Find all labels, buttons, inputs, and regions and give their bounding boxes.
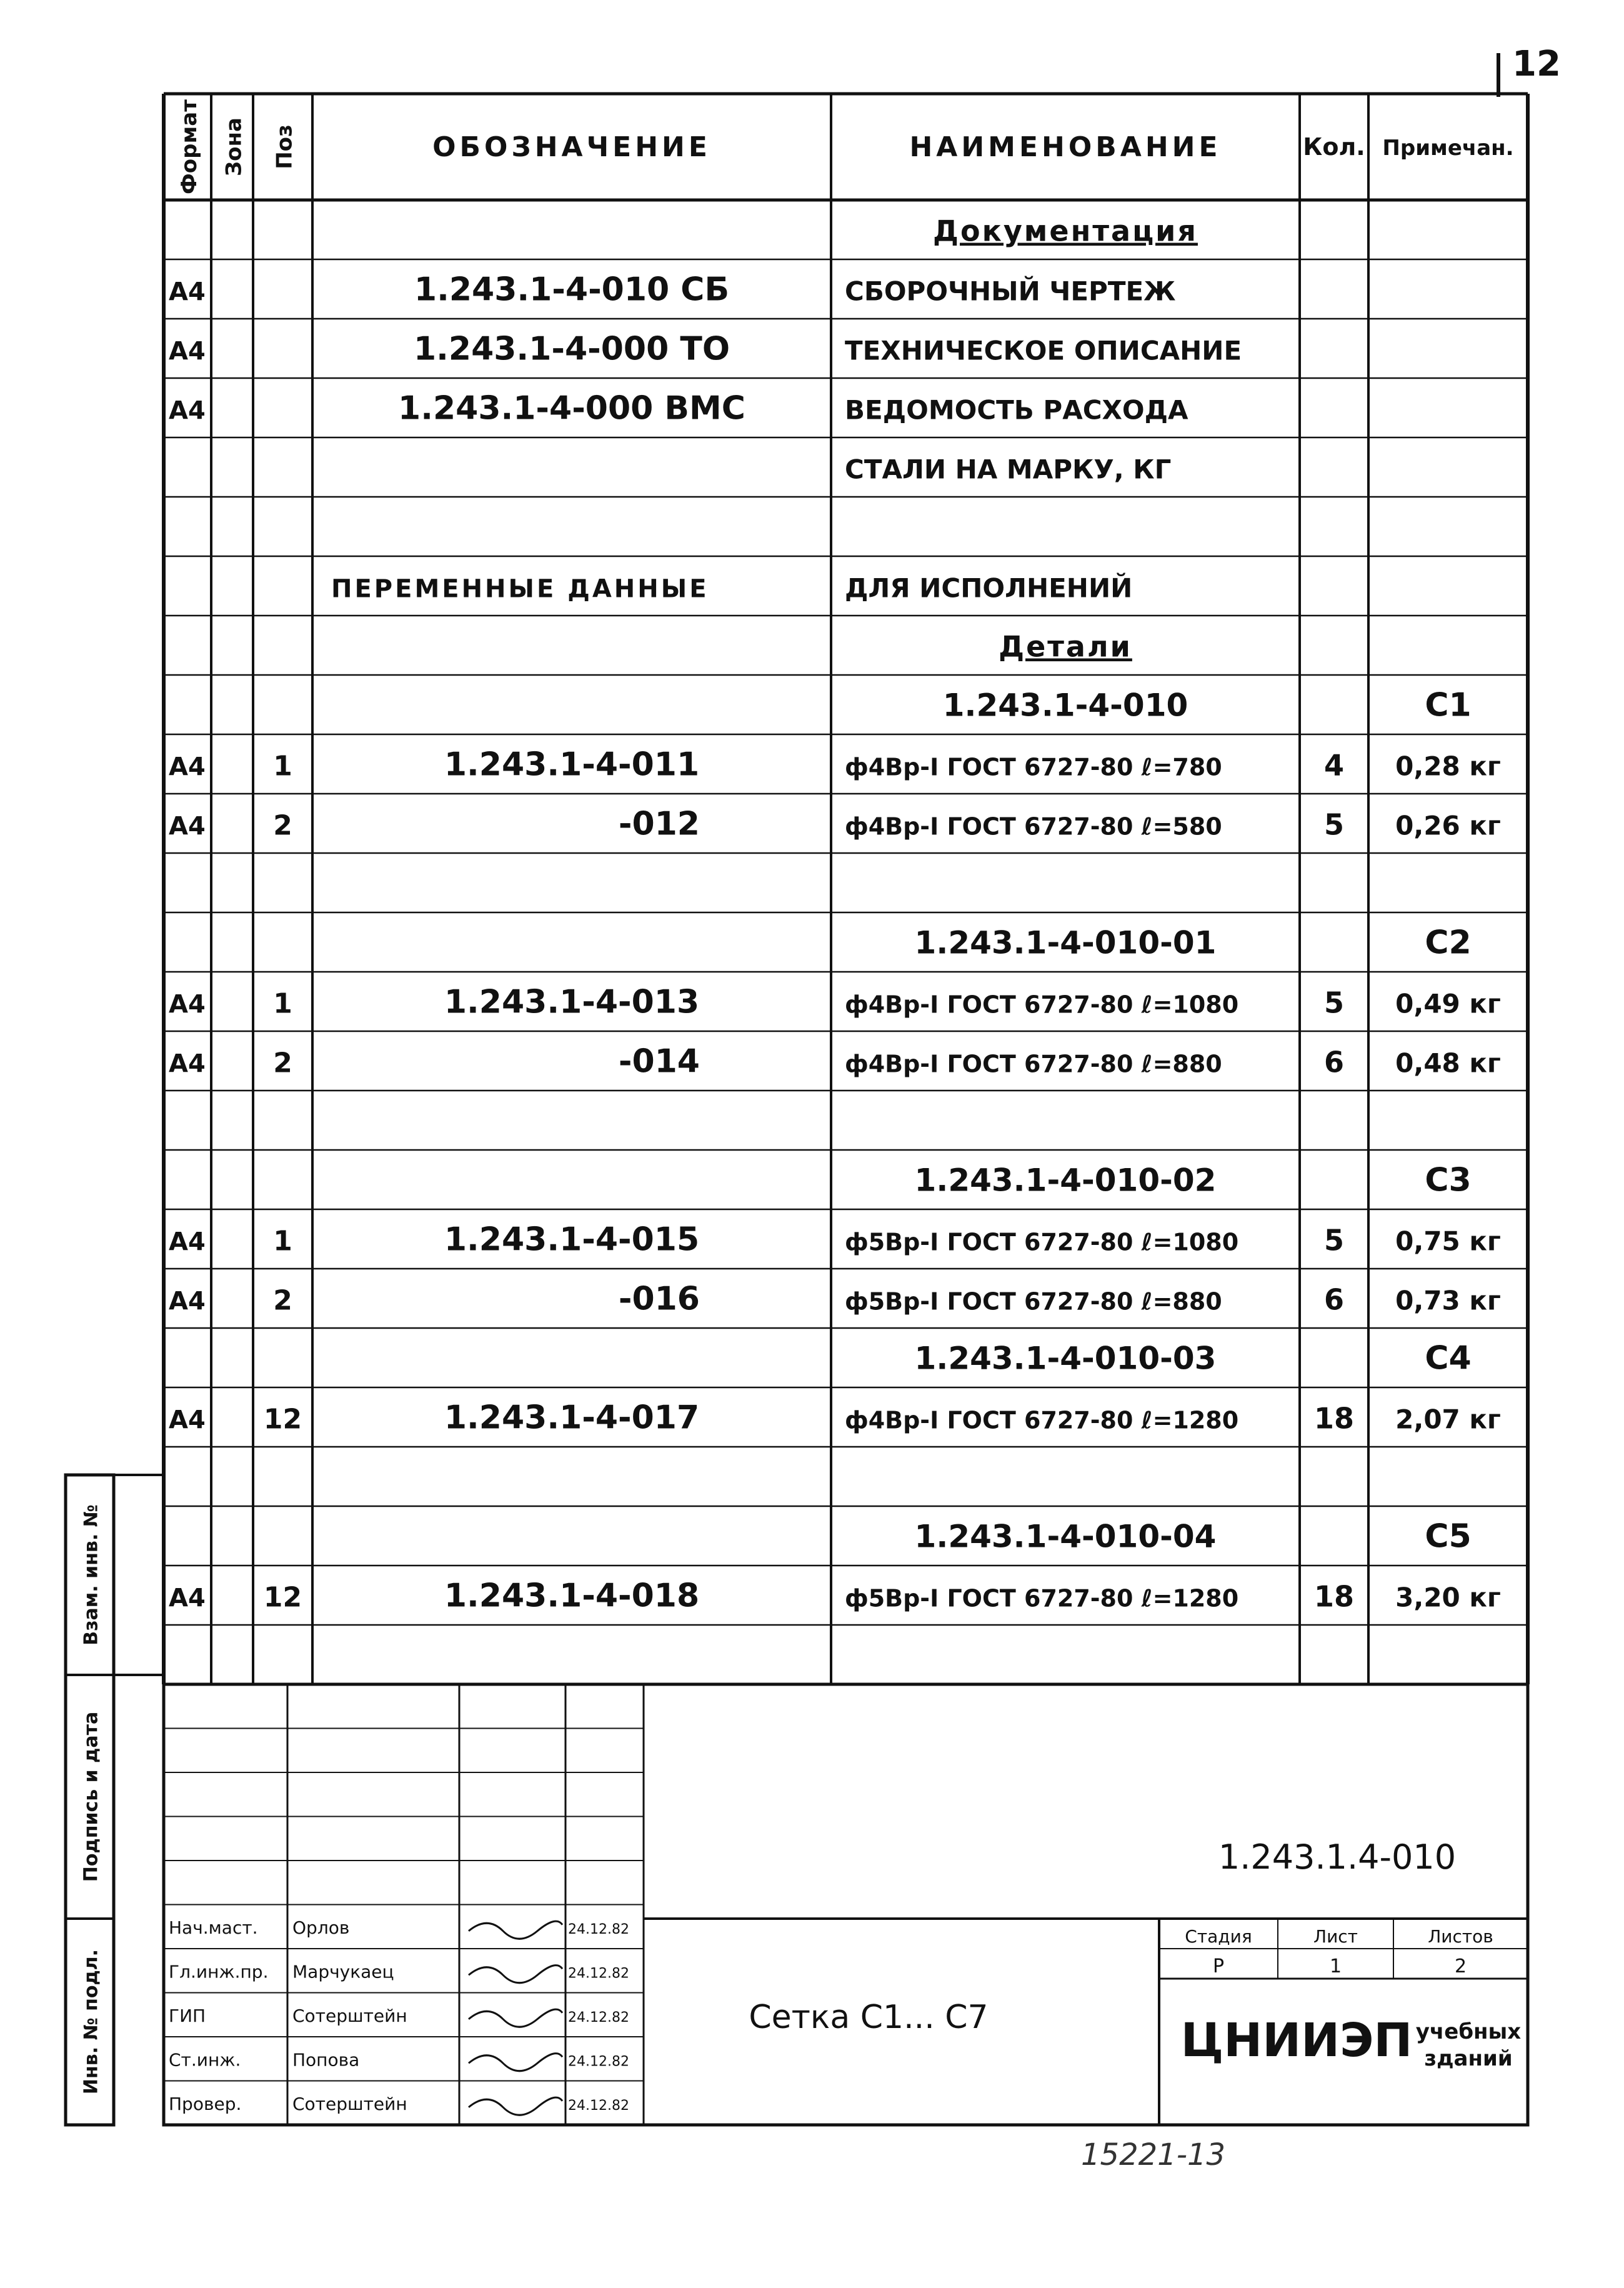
- cell-name: ф5Вр-I ГОСТ 6727-80 ℓ=1080: [845, 1228, 1239, 1256]
- side-stamp-label: Взам. инв. №: [80, 1504, 102, 1646]
- cell-pos: 2: [273, 809, 292, 842]
- table-row: [331, 572, 1132, 604]
- cell-designation: -012: [618, 805, 700, 843]
- sheets-label: Листов: [1428, 1926, 1493, 1947]
- table-row: [169, 1281, 1501, 1318]
- cell-format: А4: [169, 990, 206, 1019]
- cell-name: ф5Вр-I ГОСТ 6727-80 ℓ=1280: [845, 1584, 1239, 1612]
- cell-note: С1: [1425, 686, 1472, 724]
- title-block-doc-code: 1.243.1.4-010: [1218, 1837, 1457, 1877]
- staff-signature: [469, 2097, 562, 2115]
- table-row: [169, 271, 1176, 309]
- table-row: [915, 924, 1472, 962]
- staff-date: 24.12.82: [568, 2097, 629, 2114]
- org-name-line-1: учебных: [1415, 2019, 1522, 2044]
- staff-name: Марчукаец: [292, 1961, 394, 1982]
- cell-note: С3: [1425, 1161, 1472, 1199]
- cell-name: Документация: [933, 214, 1198, 248]
- staff-date: 24.12.82: [568, 1921, 629, 1937]
- table-body: [169, 214, 1501, 1615]
- cell-name: Детали: [999, 629, 1132, 664]
- cell-note: 0,28 кг: [1395, 751, 1501, 782]
- cell-name: ф4Вр-I ГОСТ 6727-80 ℓ=880: [845, 1050, 1222, 1078]
- staff-signature: [469, 1966, 562, 1983]
- cell-name: ф5Вр-I ГОСТ 6727-80 ℓ=880: [845, 1287, 1222, 1316]
- org-logo: ЦНИИЭП: [1180, 2014, 1413, 2067]
- cell-designation: ПЕРЕМЕННЫЕ ДАННЫЕ: [331, 574, 709, 604]
- sheet-number-bar: [1497, 53, 1500, 97]
- cell-name: СБОРОЧНЫЙ ЧЕРТЕЖ: [845, 276, 1176, 307]
- header-format: Формат: [177, 99, 202, 194]
- cell-designation: 1.243.1-4-000 ТО: [413, 330, 730, 368]
- cell-name: ф4Вр-I ГОСТ 6727-80 ℓ=1080: [845, 991, 1239, 1019]
- staff-signature: [469, 1921, 562, 1939]
- cell-name: 1.243.1-4-010-03: [914, 1340, 1217, 1377]
- cell-name: 1.243.1-4-010-01: [914, 924, 1217, 961]
- header-qty: Кол.: [1303, 133, 1365, 161]
- cell-designation: -016: [618, 1280, 700, 1318]
- cell-note: 0,73 кг: [1395, 1285, 1501, 1316]
- table-row: [915, 1518, 1472, 1556]
- cell-designation: 1.243.1-4-013: [444, 983, 700, 1021]
- cell-format: А4: [169, 1406, 206, 1435]
- side-stamp: [66, 1475, 164, 2125]
- cell-designation: 1.243.1-4-010 СБ: [414, 271, 730, 309]
- cell-note: 0,49 кг: [1395, 988, 1501, 1019]
- table-row: [845, 454, 1171, 485]
- sheets-value: 2: [1454, 1956, 1467, 1977]
- cell-qty: 5: [1323, 986, 1345, 1020]
- cell-name: ф4Вр-I ГОСТ 6727-80 ℓ=580: [845, 812, 1222, 841]
- sheet-value: 1: [1329, 1956, 1342, 1977]
- staff-date: 24.12.82: [568, 1966, 629, 1982]
- cell-format: А4: [169, 337, 206, 366]
- table-row: [169, 331, 1242, 368]
- bottom-handwritten-note: 15221-13: [1081, 2137, 1226, 2172]
- cell-pos: 12: [263, 1403, 302, 1436]
- staff-name: Орлов: [292, 1917, 350, 1938]
- table-row: [915, 1340, 1472, 1377]
- header-note: Примечан.: [1382, 136, 1514, 161]
- cell-qty: 18: [1313, 1401, 1355, 1436]
- cell-designation: -014: [618, 1042, 700, 1081]
- table-row: [169, 746, 1501, 784]
- cell-format: А4: [169, 752, 206, 782]
- cell-note: С5: [1425, 1517, 1472, 1556]
- table-row: [933, 214, 1198, 248]
- table-row: [915, 1162, 1472, 1199]
- stage-label: Стадия: [1185, 1926, 1252, 1947]
- table-row: [169, 1221, 1501, 1259]
- cell-pos: 2: [273, 1284, 292, 1317]
- cell-format: А4: [169, 277, 206, 307]
- cell-designation: 1.243.1-4-018: [444, 1577, 700, 1615]
- title-block: [164, 1684, 1528, 2125]
- cell-note: 0,26 кг: [1395, 810, 1501, 841]
- cell-note: С4: [1425, 1339, 1472, 1377]
- cell-pos: 12: [263, 1581, 302, 1614]
- staff-signature: [469, 2054, 562, 2071]
- cell-name: ф4Вр-I ГОСТ 6727-80 ℓ=780: [845, 753, 1222, 781]
- cell-name: ТЕХНИЧЕСКОЕ ОПИСАНИЕ: [845, 335, 1242, 366]
- side-stamp-label: Подпись и дата: [80, 1711, 102, 1882]
- cell-qty: 4: [1323, 748, 1345, 782]
- header-zone: Зона: [221, 117, 247, 176]
- cell-format: А4: [169, 396, 206, 426]
- cell-designation: 1.243.1-4-015: [444, 1221, 700, 1259]
- table-row: [169, 390, 1188, 427]
- cell-format: А4: [169, 812, 206, 841]
- cell-name: ДЛЯ ИСПОЛНЕНИЙ: [845, 572, 1133, 604]
- sheet-number: 12: [1512, 44, 1561, 84]
- staff-row: [169, 2006, 629, 2027]
- table-row: [169, 1399, 1501, 1437]
- cell-qty: 6: [1323, 1045, 1345, 1079]
- org-name-line-2: зданий: [1424, 2046, 1513, 2071]
- staff-row: [169, 1961, 629, 1983]
- table-row: [999, 630, 1132, 664]
- header-pos: Поз: [272, 124, 297, 169]
- side-stamp-label: Инв. № подл.: [80, 1949, 102, 2095]
- staff-role: Ст.инж.: [169, 2049, 241, 2071]
- cell-name: СТАЛИ НА МАРКУ, КГ: [845, 454, 1172, 485]
- cell-designation: 1.243.1-4-000 ВМС: [398, 389, 745, 427]
- staff-date: 24.12.82: [568, 2054, 629, 2070]
- cell-name: 1.243.1-4-010-02: [914, 1162, 1217, 1199]
- cell-name: 1.243.1-4-010: [942, 687, 1188, 724]
- staff-row: [169, 2094, 629, 2116]
- header-name: НАИМЕНОВАНИЕ: [909, 131, 1222, 163]
- table-row: [169, 806, 1501, 843]
- cell-designation: 1.243.1-4-011: [444, 746, 700, 784]
- cell-pos: 1: [273, 1225, 292, 1257]
- cell-name: ВЕДОМОСТЬ РАСХОДА: [845, 394, 1188, 426]
- cell-format: А4: [169, 1287, 206, 1316]
- cell-qty: 18: [1313, 1579, 1355, 1614]
- staff-name: Попова: [292, 2049, 360, 2071]
- staff-date: 24.12.82: [568, 2009, 629, 2026]
- table-row: [169, 984, 1501, 1021]
- cell-name: ф4Вр-I ГОСТ 6727-80 ℓ=1280: [845, 1406, 1239, 1434]
- specification-grid: [164, 94, 1528, 1684]
- staff-role: ГИП: [169, 2005, 206, 2026]
- table-row: [943, 687, 1472, 724]
- cell-note: 0,48 кг: [1395, 1047, 1501, 1079]
- staff-row: [169, 1917, 629, 1939]
- cell-pos: 1: [273, 987, 292, 1020]
- cell-note: 0,75 кг: [1395, 1226, 1501, 1257]
- cell-format: А4: [169, 1049, 206, 1079]
- cell-name: 1.243.1-4-010-04: [914, 1518, 1217, 1555]
- cell-format: А4: [169, 1227, 206, 1257]
- staff-row: [169, 2049, 629, 2071]
- staff-name: Сотерштейн: [292, 2005, 407, 2026]
- cell-note: 3,20 кг: [1395, 1582, 1501, 1613]
- cell-note: С2: [1425, 924, 1472, 962]
- sheet-label: Лист: [1313, 1926, 1358, 1947]
- staff-role: Гл.инж.пр.: [169, 1961, 269, 1982]
- cell-format: А4: [169, 1584, 206, 1613]
- staff-role: Нач.маст.: [169, 1917, 258, 1938]
- cell-qty: 5: [1323, 1223, 1345, 1257]
- title-block-title: Сетка С1... С7: [749, 1999, 989, 2036]
- cell-pos: 2: [273, 1047, 292, 1079]
- cell-qty: 6: [1323, 1282, 1345, 1317]
- staff-name: Сотерштейн: [292, 2093, 407, 2114]
- staff-role: Провер.: [169, 2093, 242, 2114]
- staff-signature: [469, 2009, 562, 2027]
- stage-value: Р: [1212, 1956, 1225, 1977]
- table-row: [169, 1043, 1501, 1081]
- header-designation: ОБОЗНАЧЕНИЕ: [432, 131, 711, 163]
- cell-qty: 5: [1323, 807, 1345, 842]
- cell-pos: 1: [273, 750, 292, 782]
- table-header: [177, 99, 1514, 194]
- cell-designation: 1.243.1-4-017: [444, 1399, 700, 1437]
- cell-note: 2,07 кг: [1395, 1404, 1501, 1435]
- table-row: [169, 1577, 1501, 1615]
